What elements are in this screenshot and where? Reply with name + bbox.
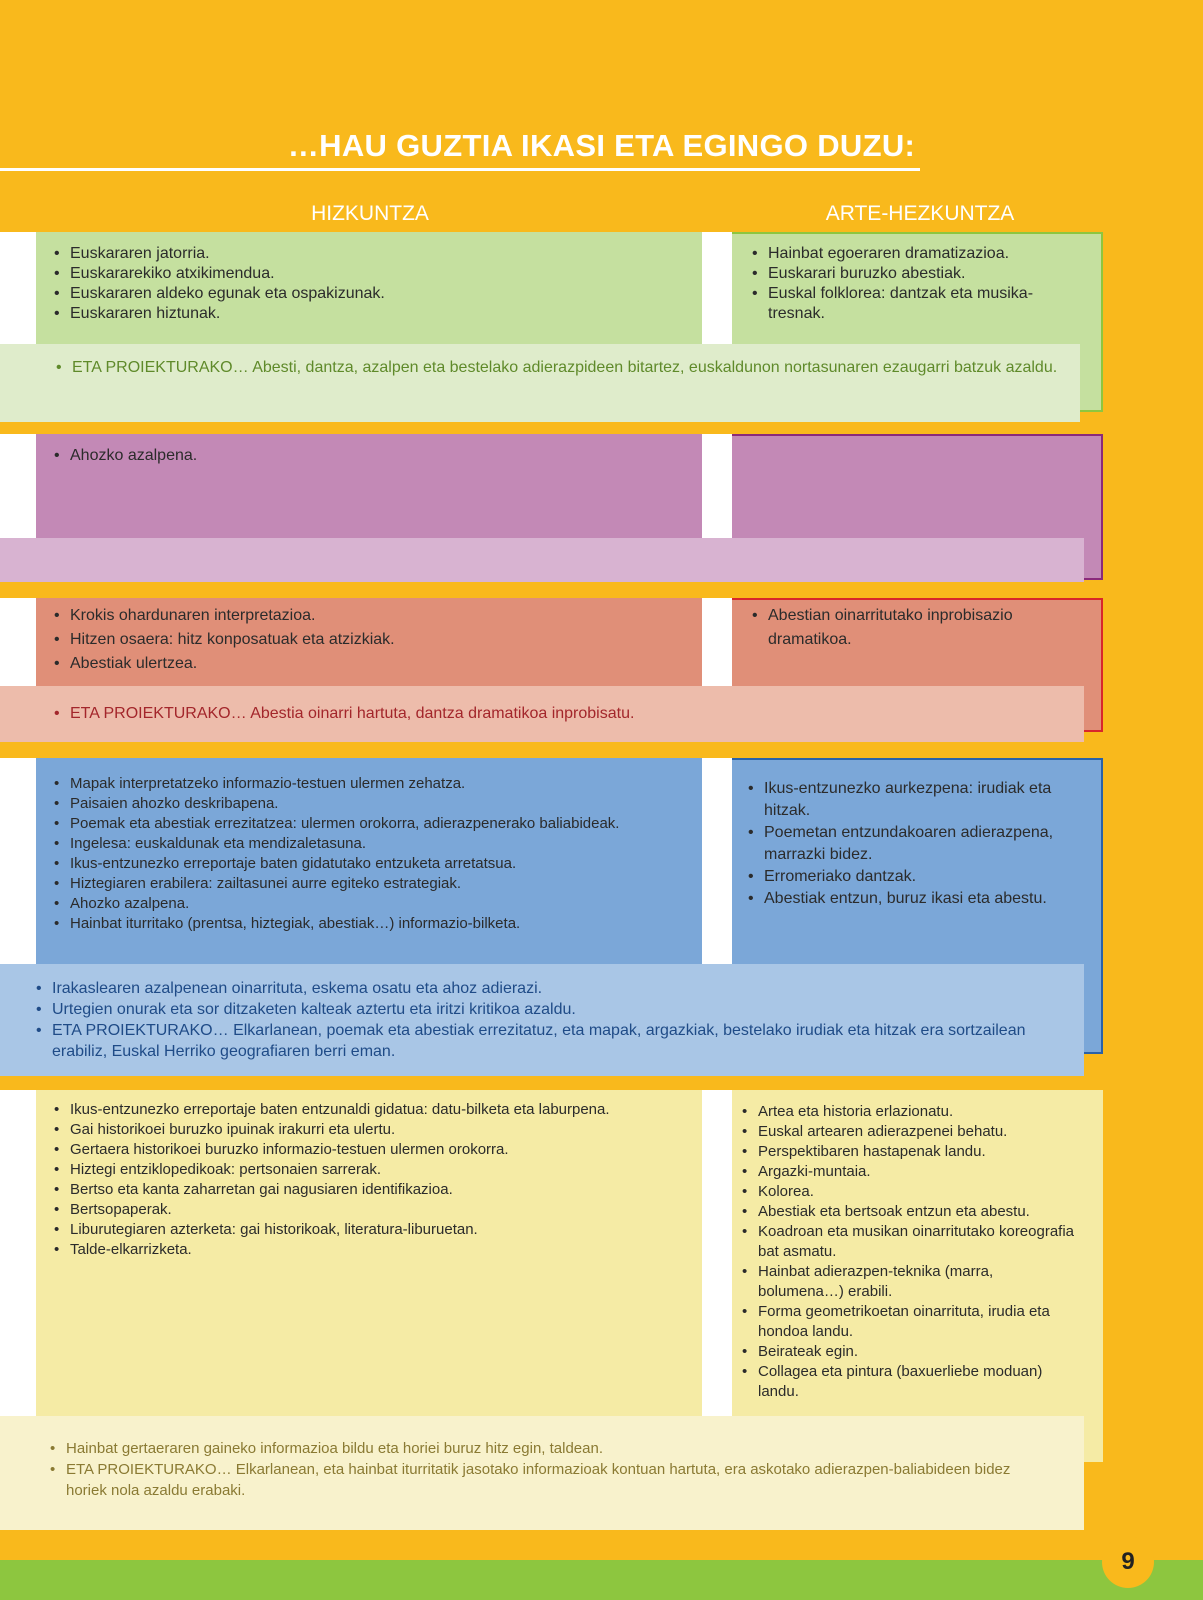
list-item: • Hitzen osaera: hitz konposatuak eta atzizkiak. [54,628,686,652]
row-3-left-cell [36,598,702,686]
list-item: • Euskal artearen adierazpenei behatu. [742,1122,1080,1142]
row-4-project-band [0,964,1084,1076]
list-item: • Poemetan entzundakoaren adierazpena, marrazki bidez. [748,822,1078,866]
list-item: • Liburutegiaren azterketa: gai historikoak, literatura-liburuetan. [54,1220,686,1240]
row-5-right-list [742,1102,1080,1402]
list-item: • Hiztegiaren erabilera: zailtasunei aurre egiteko estrategiak. [54,874,686,894]
list-item: • Abestian oinarritutako inprobisazio dramatikoa. [752,604,1078,652]
list-item: • Hainbat iturritako (prentsa, hiztegiak, abestiak…) informazio-bilketa. [54,914,686,934]
page-title: …HAU GUZTIA IKASI ETA EGINGO DUZU: [287,128,916,163]
row-1-project-band [0,344,1080,422]
row-2-project-band [0,538,1084,582]
row-3-project-band [0,686,1084,742]
list-item: • Gertaera historikoei buruzko informazio-testuen ulermen orokorra. [54,1140,686,1160]
list-item: • Poemak eta abestiak errezitatzea: ulermen orokorra, adierazpenerako baliabideak. [54,814,686,834]
list-item: • Ingelesa: euskaldunak eta mendizaletasuna. [54,834,686,854]
list-item: • Artea eta historia erlazionatu. [742,1102,1080,1122]
list-item: • Erromeriako dantzak. [748,866,1078,888]
list-item: • ETA PROIEKTURAKO… Abesti, dantza, azalpen eta bestelako adierazpideen bitartez, euskaldunon nortasunaren ezaugarri batzuk azaldu. [56,358,1060,378]
list-item: • Kolorea. [742,1182,1080,1202]
row-2-left-cell [36,434,702,538]
title-underline [0,168,920,171]
list-item: • Irakaslearen azalpenean oinarrituta, eskema osatu eta ahoz adierazi. [36,978,1040,999]
list-item: • Paisaien ahozko deskribapena. [54,794,686,814]
list-item: • Hainbat adierazpen-teknika (marra, bolumena…) erabili. [742,1262,1080,1302]
row-3-left-list [54,604,686,676]
list-item: • ETA PROIEKTURAKO… Elkarlanean, eta hainbat iturritatik jasotako informazioak kontuan hartuta, era askotako adierazpen-baliabideen bidez horiek nola azaldu erabaki. [50,1459,1024,1501]
list-item: • Gai historikoei buruzko ipuinak irakurri eta ulertu. [54,1120,686,1140]
column-header-arte-hezkuntza: ARTE-HEZKUNTZA [825,202,1015,225]
row-5-project-band [0,1416,1084,1530]
row-4-left-cell [36,758,702,964]
row-4-band-list [20,978,1064,1062]
list-item: • Ahozko azalpena. [54,894,686,914]
row-2-white-left [0,434,36,538]
list-item: • Forma geometrikoetan oinarrituta, irudia eta hondoa landu. [742,1302,1080,1342]
list-item: • Ikus-entzunezko erreportaje baten entzunaldi gidatua: datu-bilketa eta laburpena. [54,1100,686,1120]
page-number: 9 [1102,1536,1154,1588]
list-item: • Argazki-muntaia. [742,1162,1080,1182]
list-item: • Euskararen hiztunak. [54,304,686,324]
row-1-left-list [54,244,686,324]
list-item: • Beirateak egin. [742,1342,1080,1362]
list-item: • Hainbat gertaeraren gaineko informazioa bildu eta horiei buruz hitz egin, taldean. [50,1438,1024,1459]
row-3-right-list [752,604,1078,652]
row-4-white-left [0,758,36,964]
footer-bar [0,1560,1203,1600]
row-2-white-divider [702,434,732,538]
list-item: • Ikus-entzunezko erreportaje baten gidatutako entzuketa arretatsua. [54,854,686,874]
list-item: • Perspektibaren hastapenak landu. [742,1142,1080,1162]
row-3-right-cell [734,598,1094,686]
row-1-white-left [0,232,36,344]
list-item: • Hainbat egoeraren dramatizazioa. [752,244,1078,264]
row-2-left-list [54,446,686,466]
list-item: • Krokis ohardunaren interpretazioa. [54,604,686,628]
row-5-white-left [0,1090,36,1416]
row-1-right-list [752,244,1078,324]
row-5-band-list [20,1438,1064,1501]
list-item: • Urtegien onurak eta sor ditzaketen kalteak aztertu eta iritzi kritikoa azaldu. [36,999,1040,1020]
row-4-left-list [54,774,686,934]
list-item: • ETA PROIEKTURAKO… Abestia oinarri hartuta, dantza dramatikoa inprobisatu. [54,704,1064,724]
list-item: • Collagea eta pintura (baxuerliebe moduan) landu. [742,1362,1080,1402]
list-item: • Abestiak eta bertsoak entzun eta abestu. [742,1202,1080,1222]
list-item: • Euskararen aldeko egunak eta ospakizunak. [54,284,686,304]
row-5-right-cell [724,1090,1096,1416]
list-item: • Euskararen jatorria. [54,244,686,264]
row-3-white-divider [702,598,732,686]
list-item: • Euskal folklorea: dantzak eta musika-tresnak. [752,284,1078,324]
column-header-hizkuntza: HIZKUNTZA [311,202,429,225]
row-4-right-cell [730,758,1094,964]
list-item: • Hiztegi entziklopedikoak: pertsonaien sarrerak. [54,1160,686,1180]
list-item: • Euskararekiko atxikimendua. [54,264,686,284]
row-4-white-divider [702,758,732,964]
list-item: • Bertso eta kanta zaharretan gai nagusiaren identifikazioa. [54,1180,686,1200]
list-item: • Abestiak ulertzea. [54,652,686,676]
list-item: • Mapak interpretatzeko informazio-testuen ulermen zehatza. [54,774,686,794]
list-item: • Bertsopaperak. [54,1200,686,1220]
list-item: • Ahozko azalpena. [54,446,686,466]
row-5-left-cell [36,1090,702,1416]
row-1-right-cell [734,232,1094,344]
row-3-band-list [20,704,1064,724]
list-item: • Euskarari buruzko abestiak. [752,264,1078,284]
list-item: • Talde-elkarrizketa. [54,1240,686,1260]
row-1-band-list [20,358,1060,378]
row-5-left-list [54,1100,686,1260]
list-item: • Ikus-entzunezko aurkezpena: irudiak eta hitzak. [748,778,1078,822]
row-1-left-cell [36,232,702,344]
list-item: • Abestiak entzun, buruz ikasi eta abestu. [748,888,1078,910]
list-item: • Koadroan eta musikan oinarritutako koreografia bat asmatu. [742,1222,1080,1262]
row-3-white-left [0,598,36,686]
list-item: • ETA PROIEKTURAKO… Elkarlanean, poemak eta abestiak errezitatuz, eta mapak, argazkiak, bestelako irudiak eta hitzak era sortzailean erabiliz, Euskal Herriko geografiaren berri eman. [36,1020,1040,1062]
row-4-right-list [748,778,1078,910]
row-1-white-divider [702,232,732,344]
